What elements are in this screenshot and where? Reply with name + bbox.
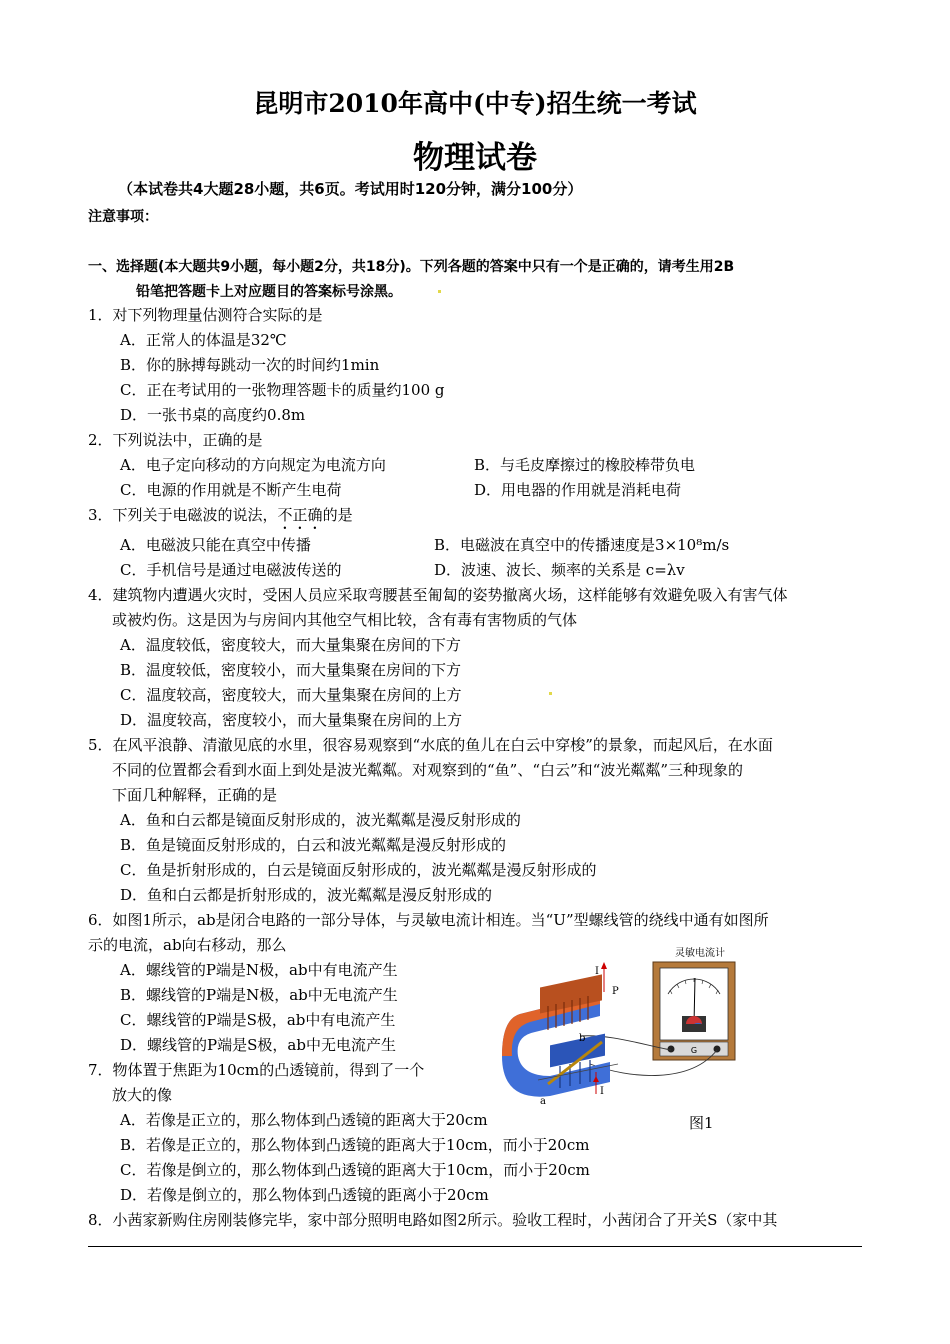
q5-stem: 5．在风平浪静、清澈见底的水里，很容易观察到“水底的鱼儿在白云中穿梭”的景象，而起风后，在水面 bbox=[88, 736, 773, 754]
q7-stem-cont: 放大的像 bbox=[112, 1086, 173, 1104]
q6-stem: 6．如图1所示，ab是闭合电路的一部分导体，与灵敏电流计相连。当“U”型螺线管的绕线中通有如图所 bbox=[88, 911, 769, 929]
q2-stem: 2．下列说法中，正确的是 bbox=[88, 431, 263, 449]
q1-stem: 1．对下列物理量估测符合实际的是 bbox=[88, 306, 323, 324]
section1-heading: 一、选择题(本大题共9小题，每小题2分，共18分)。下列各题的答案中只有一个是正确的，请考生用2B bbox=[88, 259, 735, 275]
q4-option-d: D．温度较高，密度较小，而大量集聚在房间的上方 bbox=[120, 711, 463, 729]
section1-heading-cont: 铅笔把答题卡上对应题目的答案标号涂黑。 bbox=[136, 284, 402, 300]
q3-option-b: B．电磁波在真空中的传播速度是3×10⁸m/s bbox=[434, 536, 730, 554]
q3-option-a: A．电磁波只能在真空中传播 bbox=[120, 536, 311, 554]
q3-stem-post: 的是 bbox=[322, 506, 353, 524]
q2-option-d: D．用电器的作用就是消耗电荷 bbox=[474, 481, 682, 499]
q2-option-b: B．与毛皮摩擦过的橡胶棒带负电 bbox=[474, 456, 696, 474]
meter-title: 灵敏电流计 bbox=[675, 948, 725, 959]
q6-option-c: C．螺线管的P端是S极，ab中有电流产生 bbox=[120, 1011, 396, 1029]
q2-option-a: A．电子定向移动的方向规定为电流方向 bbox=[120, 456, 386, 474]
q5-option-b: B．鱼是镜面反射形成的，白云和波光粼粼是漫反射形成的 bbox=[120, 836, 507, 854]
q2-option-c: C．电源的作用就是不断产生电荷 bbox=[120, 481, 342, 499]
q3-stem-pre: 3．下列关于电磁波的说法， bbox=[88, 506, 278, 524]
q7-option-d: D．若像是倒立的，那么物体到凸透镜的距离小于20cm bbox=[120, 1186, 489, 1204]
exam-subject: 物理试卷 bbox=[413, 140, 537, 176]
q7-option-b: B．若像是正立的，那么物体到凸透镜的距离大于10cm，而小于20cm bbox=[120, 1136, 590, 1154]
footer-rule bbox=[88, 1246, 862, 1247]
q6-option-d: D．螺线管的P端是S极，ab中无电流产生 bbox=[120, 1036, 396, 1054]
q6-option-a: A．螺线管的P端是N极，ab中有电流产生 bbox=[120, 961, 398, 979]
q5-stem-cont1: 不同的位置都会看到水面上到处是波光粼粼。对观察到的“鱼”、“白云”和“波光粼粼”三种现象的 bbox=[112, 761, 744, 779]
q4-option-a: A．温度较低，密度较大，而大量集聚在房间的下方 bbox=[120, 636, 461, 654]
meter-g-label: G bbox=[690, 1046, 698, 1055]
notice-heading: 注意事项： bbox=[88, 209, 158, 225]
q4-stem: 4．建筑物内遭遇火灾时，受困人员应采取弯腰甚至匍匐的姿势撤离火场，这样能够有效避免吸入有害气体 bbox=[88, 586, 788, 604]
q4-option-c: C．温度较高，密度较大，而大量集聚在房间的上方 bbox=[120, 686, 462, 704]
figure-1-diagram bbox=[500, 944, 750, 1109]
label-a: a bbox=[540, 1096, 546, 1107]
q5-option-d: D．鱼和白云都是折射形成的，波光粼粼是漫反射形成的 bbox=[120, 886, 493, 904]
label-b: b bbox=[579, 1033, 586, 1044]
label-i-bottom: I bbox=[600, 1086, 604, 1097]
q6-option-b: B．螺线管的P端是N极，ab中无电流产生 bbox=[120, 986, 398, 1004]
exam-info: （本试卷共4大题28小题，共6页。考试用时120分钟，满分100分） bbox=[118, 180, 583, 198]
q4-option-b: B．温度较低，密度较小，而大量集聚在房间的下方 bbox=[120, 661, 462, 679]
galvanometer bbox=[653, 946, 735, 1060]
q8-stem: 8．小茜家新购住房刚装修完毕，家中部分照明电路如图2所示。验收工程时，小茜闭合了开关S（家中其 bbox=[88, 1211, 778, 1229]
q1-option-a: A．正常人的体温是32℃ bbox=[120, 331, 287, 349]
q5-stem-cont2: 下面几种解释，正确的是 bbox=[112, 786, 278, 804]
q1-option-d: D．一张书桌的高度约0.8m bbox=[120, 406, 306, 424]
q5-option-a: A．鱼和白云都是镜面反射形成的，波光粼粼是漫反射形成的 bbox=[120, 811, 521, 829]
q7-option-a: A．若像是正立的，那么物体到凸透镜的距离大于20cm bbox=[120, 1111, 488, 1129]
label-p: P bbox=[612, 986, 619, 997]
q3-option-d: D．波速、波长、频率的关系是 c=λv bbox=[434, 561, 685, 579]
q1-option-b: B．你的脉搏每跳动一次的时间约1min bbox=[120, 356, 380, 374]
q1-option-c: C．正在考试用的一张物理答题卡的质量约100 g bbox=[120, 381, 445, 399]
scan-speck bbox=[549, 692, 552, 695]
q7-stem: 7．物体置于焦距为10cm的凸透镜前，得到了一个 bbox=[88, 1061, 425, 1079]
scan-speck bbox=[438, 290, 441, 293]
figure-1-caption: 图1 bbox=[689, 1114, 714, 1132]
q7-option-c: C．若像是倒立的，那么物体到凸透镜的距离大于10cm，而小于20cm bbox=[120, 1161, 590, 1179]
q3-option-c: C．手机信号是通过电磁波传送的 bbox=[120, 561, 342, 579]
q3-stem bbox=[88, 504, 353, 533]
q4-stem-cont: 或被灼伤。这是因为与房间内其他空气相比较，含有毒有害物质的气体 bbox=[112, 611, 578, 629]
q5-option-c: C．鱼是折射形成的，白云是镜面反射形成的，波光粼粼是漫反射形成的 bbox=[120, 861, 597, 879]
q6-stem-cont: 示的电流，ab向右移动，那么 bbox=[88, 936, 287, 954]
exam-title: 昆明市2010年高中(中专)招生统一考试 bbox=[253, 89, 697, 118]
q3-stem-emphasis: 不正确 bbox=[277, 506, 323, 524]
label-i-top: I bbox=[595, 966, 599, 977]
